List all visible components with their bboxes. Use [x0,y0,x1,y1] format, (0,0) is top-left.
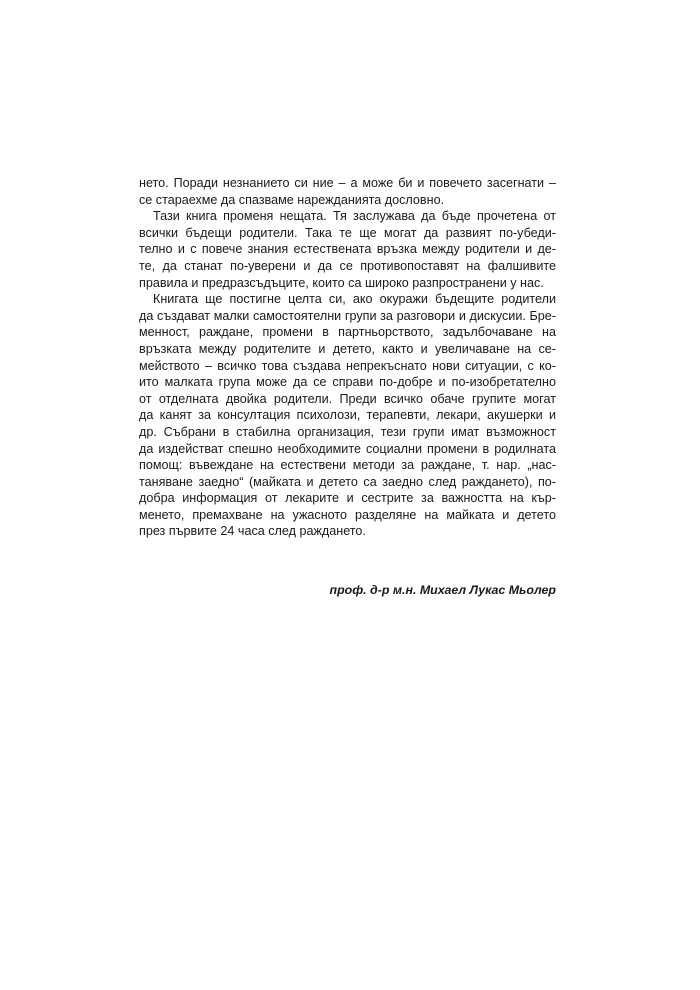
text-line: таняване заедно“ (майката и детето са заедно след раждането), по- [139,474,556,489]
paragraph-1 [139,175,556,208]
text-line: Тази книга променя нещата. Тя заслужава да бъде прочетена от [153,209,556,224]
text-line: всички бъдещи родители. Така те ще могат да развият по-убеди- [139,225,556,240]
paragraph-3 [139,291,556,540]
text-line: менето, премахване на ужасното разделяне на майката и детето [139,507,556,522]
text-line: др. Събрани в стабилна организация, тези групи имат възможност [139,424,556,439]
author-signature: проф. д-р м.н. Михаел Лукас Мьолер [329,583,556,597]
text-line: те, да станат по-уверени и да се противопоставят на фалшивите [139,258,556,273]
text-line: през първите 24 часа след раждането. [139,524,366,539]
text-line: телно и с повече знания естествената връзка между родители и де- [139,242,556,257]
text-line: менност, раждане, промени в партньорството, задълбочаване на [139,325,556,340]
body-text [139,175,556,540]
text-line: се стараехме да спазваме нарежданията дословно. [139,192,445,207]
text-line: мейството – всичко това създава непрекъснато нови ситуации, с ко- [139,358,556,373]
text-line: Книгата ще постигне целта си, ако окуражи бъдещите родители [153,292,556,307]
text-line: добра информация от лекарите и сестрите за важността на кър- [139,491,556,506]
text-line: помощ: въвеждане на естествени методи за раждане, т. нар. „нас- [139,458,556,473]
text-line: ито малката група може да се справи по-добре и по-изобретателно [139,375,556,390]
text-line: нето. Поради незнанието си ние – а може би и повечето засегнати – [139,176,556,190]
text-line: да канят за консултация психолози, терапевти, лекари, акушерки и [139,408,556,423]
text-line: да издействат спешно необходимите социални промени в родилната [139,441,556,456]
text-line: от отделната двойка родители. Преди всичко обаче групите могат [139,391,556,406]
text-line: връзката между родителите и детето, както и увеличаване на се- [139,341,556,356]
text-line: правила и предразсъдъците, които са широко разпространени у нас. [139,275,544,290]
paragraph-2 [139,208,556,291]
text-line: да създават малки самостоятелни групи за разговори и дискусии. Бре- [139,308,556,323]
